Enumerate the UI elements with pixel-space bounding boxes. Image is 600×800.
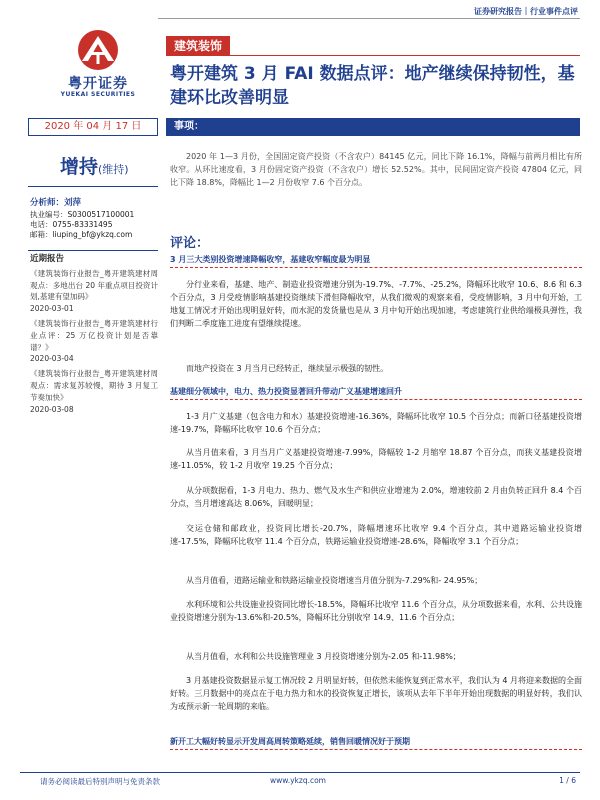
logo-name-cn: 粤开证券 — [68, 76, 128, 92]
matter-label: 事项： — [174, 121, 204, 132]
sidebar-divider — [28, 186, 158, 187]
analyst-heading: 分析师：刘萍 — [30, 198, 82, 208]
recent-report-date: 2020-03-04 — [30, 354, 74, 364]
body-paragraph: 分行业来看，基建、地产、制造业投资增速分别为-19.7%、-7.7%、-25.2%，降幅环比收窄 10.6、8.6 和 6.3 个百分点，3 月受疫情影响基建投资继续下滑但降幅收窄，从我们微观的观察来看，受疫情影响，3 月中旬开始，工地复工情况才开始出现明显好转，而水泥的发货量也是从 3 月中旬开始出现加速，考虑建筑行业供给端极具弹性，我们判断二季度施工进度有望继续提速。 — [170, 280, 582, 328]
sidebar-divider — [28, 250, 158, 251]
page-number: 1 / 6 — [559, 776, 576, 785]
report-date: 2020 年 04 月 17 日 — [28, 118, 158, 136]
body-paragraph: 从当月值来看，3 月当月广义基建投资增速-7.99%，降幅较 1-2 月缩窄 18.87 个百分点，而狭义基建投资增速-11.05%，较 1-2 月收窄 19.25 个百分点； — [170, 448, 582, 470]
recent-report-item[interactable]: 《建筑装饰行业报告_粤开建筑建材周观点：需求复苏较慢，期待 3 月复工节奏加快》 — [30, 369, 158, 402]
body-paragraph: 从分项数据看，1-3 月电力、热力、燃气及水生产和供应业增速为 2.0%，增速较前 2 月由负转正回升 8.4 个百分点，当月增速高达 8.06%，回暖明显； — [170, 486, 582, 508]
body-paragraph: 而地产投资在 3 月当月已经转正，继续显示极强的韧性。 — [186, 364, 389, 373]
section-subheading: 新开工大幅好转显示开发周高周转策略延续，销售回暖情况好于预期 — [170, 734, 582, 750]
recent-report-item[interactable]: 《建筑装饰行业报告_粤开建筑建材周观点：多地出台 20 年重点项目投资计划,基建有望加码》 — [30, 268, 158, 302]
footer-disclaimer[interactable]: 请务必阅读最后特别声明与免责条款 — [40, 777, 160, 786]
body-paragraph: 水利环境和公共设施业投资同比增长-18.5%，降幅环比收窄 11.6 个百分点，从分项数据来看，水利、公共设施业投资增速分别为-13.6%和-20.5%，降幅环比分别收窄 14.9、11.6 个百分点； — [170, 600, 582, 622]
analyst-license: 执业编号：S0300517100001 — [30, 210, 135, 219]
recent-reports — [30, 254, 158, 418]
body-paragraph: 1-3 月广义基建（包含电力和水）基建投资增速-16.36%，降幅环比收窄 10.5 个百分点；而新口径基建投资增速-19.7%，降幅环比收窄 10.6 个百分点； — [170, 412, 582, 434]
footer-divider — [20, 772, 580, 773]
sector-label: 建筑装饰 — [166, 36, 230, 56]
recent-report-item[interactable]: 《建筑装饰行业报告_粤开建筑建材行业点评：25 万亿投资计划是否靠谱？》 — [30, 318, 158, 352]
rating — [60, 152, 129, 179]
analyst-email[interactable]: 邮箱：liuping_bf@ykzq.com — [30, 230, 133, 239]
section-subheading: 基建细分领域中，电力、热力投资显著回升带动广义基建增速回升 — [170, 384, 582, 400]
recent-reports-heading: 近期报告 — [30, 254, 65, 264]
recent-report-date: 2020-03-08 — [30, 404, 74, 414]
logo-name-en: YUEKAI SECURITIES — [60, 91, 136, 98]
recent-report-date: 2020-03-01 — [30, 304, 74, 314]
footer-url[interactable]: www.ykzq.com — [270, 776, 326, 785]
report-type-tag: 证券研究报告｜行业事件点评 — [474, 7, 578, 16]
body-paragraph: 从当月值看，道路运输业和铁路运输业投资增速当月值分别为-7.29%和- 24.95%； — [186, 576, 483, 585]
top-divider — [158, 18, 580, 19]
rating-value: 增持 — [60, 156, 99, 178]
analyst-info — [30, 198, 160, 240]
body-paragraph: 从当月值看，水利和公共设施管理业 3 月投资增速分别为-2.05 和-11.98%； — [186, 652, 461, 661]
rating-status: (维持) — [98, 163, 129, 176]
logo-mark-icon — [76, 28, 120, 72]
report-title: 粤开建筑 3 月 FAI 数据点评：地产继续保持韧性，基建环比改善明显 — [170, 64, 575, 108]
comment-heading: 评论： — [170, 236, 210, 251]
matter-bar — [166, 118, 580, 136]
section-subheading: 3 月三大类别投资增速降幅收窄，基建收窄幅度最为明显 — [170, 252, 582, 268]
body-paragraph: 交运仓储和邮政业，投资同比增长-20.7%，降幅增速环比收窄 9.4 个百分点，其中道路运输业投资增速-17.5%，降幅环比收窄 11.4 个百分点，铁路运输业投资增速-28.6%，降幅收窄 3.1 个百分点； — [170, 524, 582, 546]
sector-bar — [166, 36, 580, 56]
analyst-phone: 电话：0755-83331495 — [30, 220, 113, 229]
body-paragraph: 3 月基建投资数据显示复工情况较 2 月明显好转，但依然未能恢复到正常水平，我们认为 4 月将迎来数据的全面好转。三月数据中的亮点在于电力热力和水的投资恢复正增长，该项从去年下半年开始出现数据的明显好转，我们认为或预示新一轮周期的来临。 — [170, 676, 582, 711]
event-summary: 2020 年 1—3 月份，全国固定资产投资（不含农户）84145 亿元，同比下降 16.1%，降幅与前两月相比有所收窄。从环比速度看，3 月份固定资产投资（不含农户）增长 52.52%。其中，民间固定资产投资 47804 亿元，同比下降 18.8%，降幅比 1—2 月份收窄 7.6 个百分点。 — [170, 152, 582, 187]
company-logo — [48, 28, 148, 100]
